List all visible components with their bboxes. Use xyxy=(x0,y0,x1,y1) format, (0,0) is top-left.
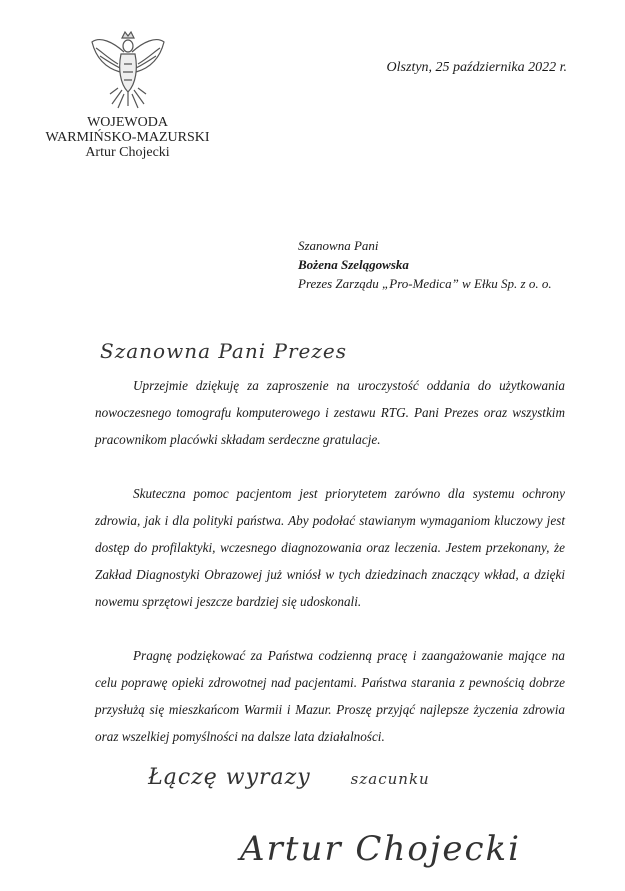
letter-date: Olsztyn, 25 października 2022 r. xyxy=(386,60,567,75)
recipient-block xyxy=(298,236,552,293)
handwritten-closing-part2: szacunku xyxy=(350,770,430,788)
office-title-line1: WOJEWODA xyxy=(87,115,168,130)
handwritten-signature: Artur Chojecki xyxy=(240,829,521,869)
paragraph: Uprzejmie dziękuję za zaproszenie na uroczystość oddania do użytkowania nowoczesnego tomografu komputerowego i zestawu RTG. Pani Prezes oraz wszystkim pracownikom placówki składam serdeczne gratulacje. xyxy=(95,378,565,447)
recipient-title: Prezes Zarządu „Pro-Medica” w Ełku Sp. z o. o. xyxy=(298,276,552,291)
handwritten-closing-part1: Łączę wyrazy xyxy=(148,765,311,790)
paragraph: Pragnę podziękować za Państwa codzienną pracę i zaangażowanie mające na celu poprawę opieki zdrowotnej nad pacjentami. Państwa starania z pewnością dobrze przysłużą się mieszkańcom Warmii i Mazur. Proszę przyjąć najlepsze życzenia zdrowia oraz wszelkiej pomyślności na dalsze lata działalności. xyxy=(95,648,565,744)
closing-block xyxy=(148,762,565,795)
office-header xyxy=(40,115,215,160)
office-title-line2: WARMIŃSKO-MAZURSKI xyxy=(45,130,210,145)
letter-body xyxy=(95,372,565,750)
recipient-salutation: Szanowna Pani xyxy=(298,238,379,253)
recipient-name: Bożena Szelągowska xyxy=(298,257,409,272)
letter-content xyxy=(95,336,565,873)
handwritten-salutation: Szanowna Pani Prezes xyxy=(100,339,347,363)
office-holder-name: Artur Chojecki xyxy=(85,145,170,160)
eagle-emblem-icon xyxy=(88,28,168,118)
paragraph: Skuteczna pomoc pacjentom jest priorytetem zarówno dla systemu ochrony zdrowia, jak i dla polityki państwa. Aby podołać stawianym wymaganiom kluczowy jest dostęp do profilaktyki, wczesnego diagnozowania oraz leczenia. Jestem przekonany, że Zakład Diagnostyki Obrazowej już wniósł w tych dziedzinach znaczący wkład, a dzięki nowemu sprzętowi jeszcze bardziej się udoskonali. xyxy=(95,486,565,609)
